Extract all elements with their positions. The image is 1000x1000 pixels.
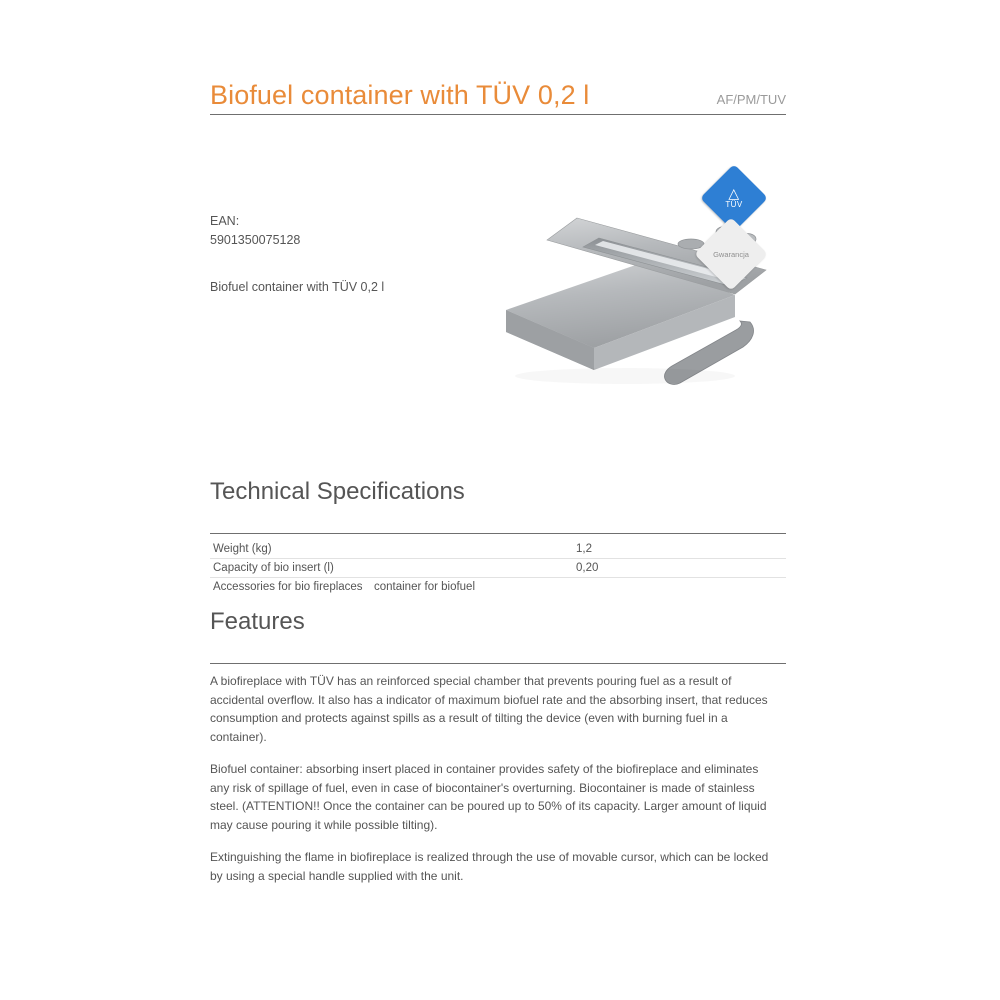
spec-label: Capacity of bio insert (l) bbox=[210, 559, 366, 578]
features-divider bbox=[210, 663, 786, 664]
table-row bbox=[210, 578, 786, 597]
features-title: Features bbox=[210, 608, 305, 635]
tuv-badge-label: TÜV bbox=[725, 200, 743, 209]
document-header bbox=[210, 62, 786, 129]
feature-paragraph: A biofireplace with TÜV has an reinforced special chamber that prevents pouring fuel as a result of accidental overflow. It also has a indicator of maximum biofuel rate and the absorbing insert, that reduces consumption and protects against spills as a result of tilting the device (even with burning fuel in a container). bbox=[210, 674, 768, 744]
header-divider bbox=[210, 114, 786, 115]
warranty-badge-label: Gwarancja bbox=[713, 249, 749, 259]
spec-value: 1,2 bbox=[366, 540, 786, 559]
product-description: Biofuel container with TÜV 0,2 l bbox=[210, 280, 385, 294]
page-title: Biofuel container with TÜV 0,2 l bbox=[210, 80, 590, 111]
product-info-block bbox=[210, 212, 470, 297]
technical-divider bbox=[210, 533, 786, 534]
ean-value: 5901350075128 bbox=[210, 233, 301, 247]
feature-paragraph: Biofuel container: absorbing insert placed in container provides safety of the biofireplace and eliminates any risk of spillage of fuel, even in case of biocontainer's overturning. Biocontainer is made of stainless steel. (ATTENTION!! Once the container can be poured up to 50% of its capacity. Larger amount of liquid may cause pouring it while possible tilting). bbox=[210, 762, 767, 832]
features-text bbox=[210, 672, 778, 899]
spec-label: Accessories for bio fireplaces bbox=[213, 581, 363, 593]
table-row bbox=[210, 540, 786, 559]
spec-value: 0,20 bbox=[366, 559, 786, 578]
technical-specifications-title: Technical Specifications bbox=[210, 478, 465, 505]
tuv-badge-mark: △ bbox=[728, 185, 740, 201]
spec-label: Weight (kg) bbox=[210, 540, 366, 559]
product-datasheet bbox=[210, 0, 786, 1000]
ean-label: EAN: bbox=[210, 214, 240, 228]
warranty-badge bbox=[694, 217, 768, 291]
spec-value: container for biofuel bbox=[374, 581, 476, 593]
table-row bbox=[210, 559, 786, 578]
product-code: AF/PM/TUV bbox=[716, 92, 786, 108]
product-image bbox=[495, 160, 790, 410]
specifications-table bbox=[210, 540, 786, 596]
feature-paragraph: Extinguishing the flame in biofireplace is realized through the use of movable cursor, which can be locked by using a special handle supplied with the unit. bbox=[210, 850, 769, 883]
